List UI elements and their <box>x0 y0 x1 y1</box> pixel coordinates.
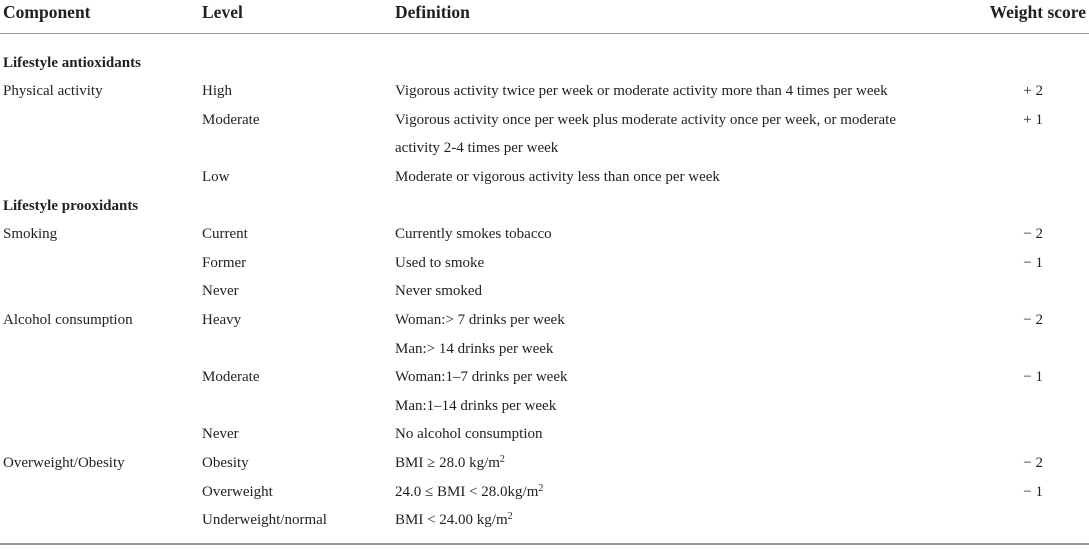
level-cell <box>202 163 230 192</box>
component-cell <box>3 306 133 335</box>
weight-score-cell-text: − 1 <box>1023 254 1043 271</box>
weight-score-cell-text: − 1 <box>1023 369 1043 386</box>
definition-cell-text: activity 2-4 times per week <box>395 140 559 157</box>
level-cell-text: Former <box>202 254 247 271</box>
weight-score-cell-text: − 2 <box>1023 226 1043 243</box>
definition-cell-text: Woman:> 7 drinks per week <box>395 311 565 328</box>
level-cell <box>202 478 273 507</box>
definition-cell <box>395 420 542 449</box>
table-row <box>0 506 1089 535</box>
level-cell <box>202 220 248 249</box>
level-cell-text: High <box>202 83 232 100</box>
weight-score-cell <box>1023 478 1043 507</box>
component-cell-text: Lifestyle prooxidants <box>3 197 139 214</box>
definition-cell-text: Never smoked <box>395 283 483 300</box>
table-row <box>0 478 1089 507</box>
definition-cell <box>395 335 553 364</box>
definition-cell-text: Man:> 14 drinks per week <box>395 340 554 357</box>
definition-cell <box>395 363 568 392</box>
level-cell <box>202 77 232 106</box>
level-cell <box>202 277 239 306</box>
weight-score-cell <box>1023 449 1043 478</box>
unit-superscript: 2 <box>507 511 513 523</box>
weight-score-cell-text: − 2 <box>1023 311 1043 328</box>
level-cell <box>202 363 259 392</box>
table-row <box>0 220 1089 249</box>
weight-score-cell-text: + 2 <box>1023 83 1043 100</box>
table-row <box>0 392 1089 421</box>
table-row <box>0 134 1089 163</box>
level-cell-text: Obesity <box>202 454 249 471</box>
header-weight-score: Weight score <box>989 2 1086 22</box>
definition-cell-text: Woman:1–7 drinks per week <box>395 369 568 386</box>
level-cell <box>202 106 259 135</box>
weight-score-cell <box>1023 363 1043 392</box>
bottom-rule <box>0 543 1089 545</box>
level-cell-text: Overweight <box>202 483 273 500</box>
weight-score-cell-text: − 2 <box>1023 454 1043 471</box>
definition-cell <box>395 306 565 335</box>
level-cell-text: Moderate <box>202 111 260 128</box>
table-row <box>0 77 1089 106</box>
level-cell-text: Low <box>202 168 230 185</box>
definition-cell-text: Man:1–14 drinks per week <box>395 397 557 414</box>
weight-score-cell <box>1023 106 1043 135</box>
component-cell <box>3 220 57 249</box>
component-cell-text: Lifestyle antioxidants <box>3 54 141 71</box>
unit-superscript: 2 <box>499 453 505 465</box>
level-cell <box>202 249 246 278</box>
level-cell <box>202 506 327 535</box>
component-cell-text: Smoking <box>3 226 58 243</box>
table-row <box>0 449 1089 478</box>
definition-cell <box>395 163 720 192</box>
component-cell-text: Physical activity <box>3 83 103 100</box>
level-cell <box>202 449 249 478</box>
header-level: Level <box>202 2 243 22</box>
level-cell-text: Current <box>202 226 248 243</box>
header-definition: Definition <box>395 2 470 22</box>
weight-score-cell <box>1023 77 1043 106</box>
weight-score-cell-text: − 1 <box>1023 483 1043 500</box>
definition-cell <box>395 106 896 135</box>
definition-cell <box>395 506 513 535</box>
table-row <box>0 277 1089 306</box>
definition-cell-text: Vigorous activity once per week plus moderate activity once per week, or moderate <box>395 111 896 128</box>
weight-score-cell <box>1023 220 1043 249</box>
definition-cell <box>395 449 505 478</box>
level-cell-text: Heavy <box>202 311 242 328</box>
table-row <box>0 163 1089 192</box>
header-component: Component <box>3 2 91 22</box>
component-cell <box>3 449 125 478</box>
component-cell-text: Alcohol consumption <box>3 311 133 328</box>
table-row <box>0 249 1089 278</box>
level-cell <box>202 420 239 449</box>
level-cell-text: Never <box>202 283 239 300</box>
definition-cell <box>395 249 484 278</box>
definition-cell <box>395 220 552 249</box>
weight-score-cell <box>1023 306 1043 335</box>
section-row <box>0 192 1089 221</box>
table-row <box>0 106 1089 135</box>
level-cell-text: Underweight/normal <box>202 512 327 529</box>
component-cell <box>3 77 103 106</box>
weight-score-cell-text: + 1 <box>1023 111 1043 128</box>
component-cell-text: Overweight/Obesity <box>3 454 125 471</box>
definition-cell-text: Used to smoke <box>395 254 485 271</box>
table-row <box>0 420 1089 449</box>
definition-cell-text: BMI < 24.00 kg/m <box>395 512 508 529</box>
level-cell-text: Never <box>202 426 239 443</box>
section-row <box>0 49 1089 78</box>
unit-superscript: 2 <box>538 482 544 494</box>
section-label <box>3 49 141 78</box>
definition-cell-text: Vigorous activity twice per week or moderate activity more than 4 times per week <box>395 83 888 100</box>
weight-score-cell <box>1023 249 1043 278</box>
definition-cell-text: 24.0 ≤ BMI < 28.0kg/m <box>395 483 539 500</box>
section-label <box>3 192 138 221</box>
header-rule <box>0 33 1089 34</box>
definition-cell <box>395 392 556 421</box>
definition-cell-text: No alcohol consumption <box>395 426 543 443</box>
definition-cell <box>395 134 558 163</box>
definition-cell-text: Moderate or vigorous activity less than once per week <box>395 168 720 185</box>
definition-cell <box>395 77 888 106</box>
definition-cell-text: Currently smokes tobacco <box>395 226 552 243</box>
definition-cell <box>395 277 482 306</box>
definition-cell-text: BMI ≥ 28.0 kg/m <box>395 454 500 471</box>
definition-cell <box>395 478 543 507</box>
level-cell <box>202 306 241 335</box>
level-cell-text: Moderate <box>202 369 260 386</box>
table-row <box>0 306 1089 335</box>
table-row <box>0 335 1089 364</box>
table-row <box>0 363 1089 392</box>
